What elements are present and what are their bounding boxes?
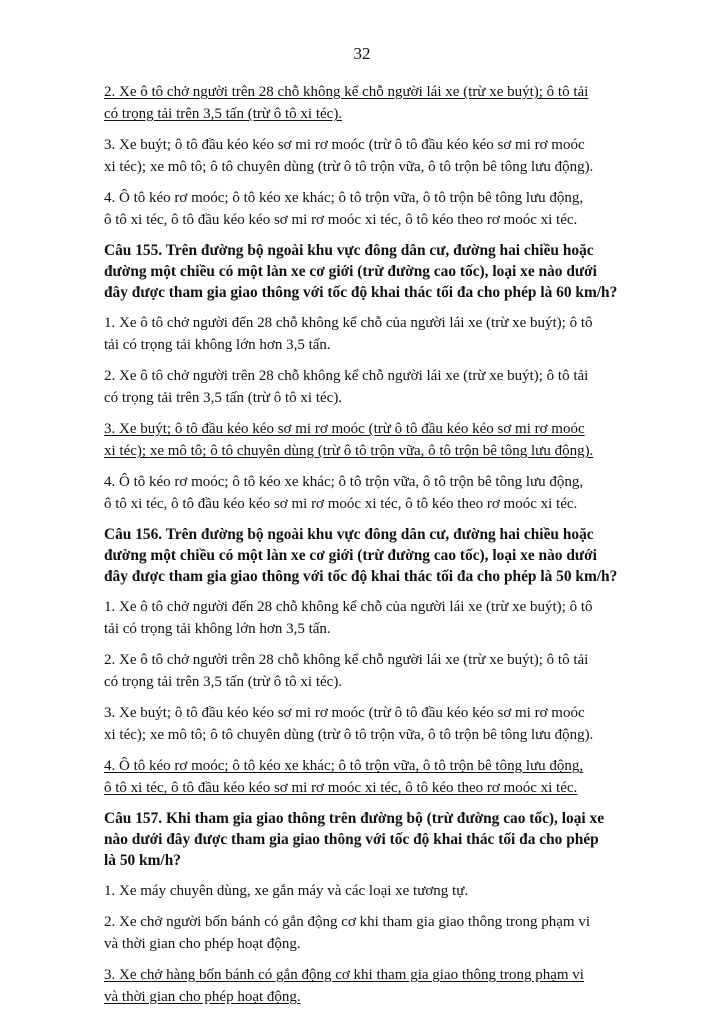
- answer-option: 1. Xe ô tô chở người đến 28 chỗ không kể chỗ của người lái xe (trừ xe buýt); ô tô tải có trọng tải không lớn hơn 3,5 tấn.: [104, 315, 593, 353]
- answer-option: 2. Xe ô tô chở người trên 28 chỗ không kể chỗ người lái xe (trừ xe buýt); ô tô tải có trọng tải trên 3,5 tấn (trừ ô tô xi téc).: [104, 84, 589, 122]
- answer-option: 1. Xe ô tô chở người đến 28 chỗ không kể chỗ của người lái xe (trừ xe buýt); ô tô tải có trọng tải không lớn hơn 3,5 tấn.: [104, 599, 593, 637]
- answer-option: 4. Ô tô kéo rơ moóc; ô tô kéo xe khác; ô tô trộn vữa, ô tô trộn bê tông lưu động, ô tô xi téc, ô tô đầu kéo kéo sơ mi rơ moóc xi téc, ô tô kéo theo rơ moóc xi téc.: [104, 190, 584, 228]
- answer-option: 2. Xe ô tô chở người trên 28 chỗ không kể chỗ người lái xe (trừ xe buýt); ô tô tải có trọng tải trên 3,5 tấn (trừ ô tô xi téc).: [104, 652, 589, 690]
- answer-option: 4. Ô tô kéo rơ moóc; ô tô kéo xe khác; ô tô trộn vữa, ô tô trộn bê tông lưu động, ô tô xi téc, ô tô đầu kéo kéo sơ mi rơ moóc xi téc, ô tô kéo theo rơ moóc xi téc.: [104, 758, 584, 796]
- page-number: 32: [353, 44, 371, 63]
- answer-option: 1. Xe máy chuyên dùng, xe gắn máy và các loại xe tương tự.: [104, 883, 469, 899]
- answer-option: 3. Xe buýt; ô tô đầu kéo kéo sơ mi rơ moóc (trừ ô tô đầu kéo kéo sơ mi rơ moóc xi téc); xe mô tô; ô tô chuyên dùng (trừ ô tô trộn vữa, ô tô trộn bê tông lưu động).: [104, 137, 594, 175]
- answer-option: 3. Xe buýt; ô tô đầu kéo kéo sơ mi rơ moóc (trừ ô tô đầu kéo kéo sơ mi rơ moóc xi téc); xe mô tô; ô tô chuyên dùng (trừ ô tô trộn vữa, ô tô trộn bê tông lưu động).: [104, 421, 594, 459]
- answer-option: 4. Ô tô kéo rơ moóc; ô tô kéo xe khác; ô tô trộn vữa, ô tô trộn bê tông lưu động, ô tô xi téc, ô tô đầu kéo kéo sơ mi rơ moóc xi téc, ô tô kéo theo rơ moóc xi téc.: [104, 474, 584, 512]
- answer-option: 3. Xe chở hàng bốn bánh có gắn động cơ khi tham gia giao thông trong phạm vi và thời gian cho phép hoạt động.: [104, 967, 584, 1005]
- page-content: [104, 81, 656, 1017]
- question-heading: Câu 157. Khi tham gia giao thông trên đường bộ (trừ đường cao tốc), loại xe nào dưới đây được tham gia giao thông với tốc độ khai thác tối đa cho phép là 50 km/h?: [104, 810, 605, 869]
- answer-option: 2. Xe ô tô chở người trên 28 chỗ không kể chỗ người lái xe (trừ xe buýt); ô tô tải có trọng tải trên 3,5 tấn (trừ ô tô xi téc).: [104, 368, 589, 406]
- answer-option: 2. Xe chở người bốn bánh có gắn động cơ khi tham gia giao thông trong phạm vi và thời gian cho phép hoạt động.: [104, 914, 591, 952]
- question-heading: Câu 156. Trên đường bộ ngoài khu vực đông dân cư, đường hai chiều hoặc đường một chiều có một làn xe cơ giới (trừ đường cao tốc), loại xe nào dưới đây được tham gia giao thông với tốc độ khai thác tối đa cho phép là 50 km/h?: [104, 526, 618, 585]
- answer-option: 3. Xe buýt; ô tô đầu kéo kéo sơ mi rơ moóc (trừ ô tô đầu kéo kéo sơ mi rơ moóc xi téc); xe mô tô; ô tô chuyên dùng (trừ ô tô trộn vữa, ô tô trộn bê tông lưu động).: [104, 705, 594, 743]
- question-heading: Câu 155. Trên đường bộ ngoài khu vực đông dân cư, đường hai chiều hoặc đường một chiều có một làn xe cơ giới (trừ đường cao tốc), loại xe nào dưới đây được tham gia giao thông với tốc độ khai thác tối đa cho phép là 60 km/h?: [104, 242, 618, 301]
